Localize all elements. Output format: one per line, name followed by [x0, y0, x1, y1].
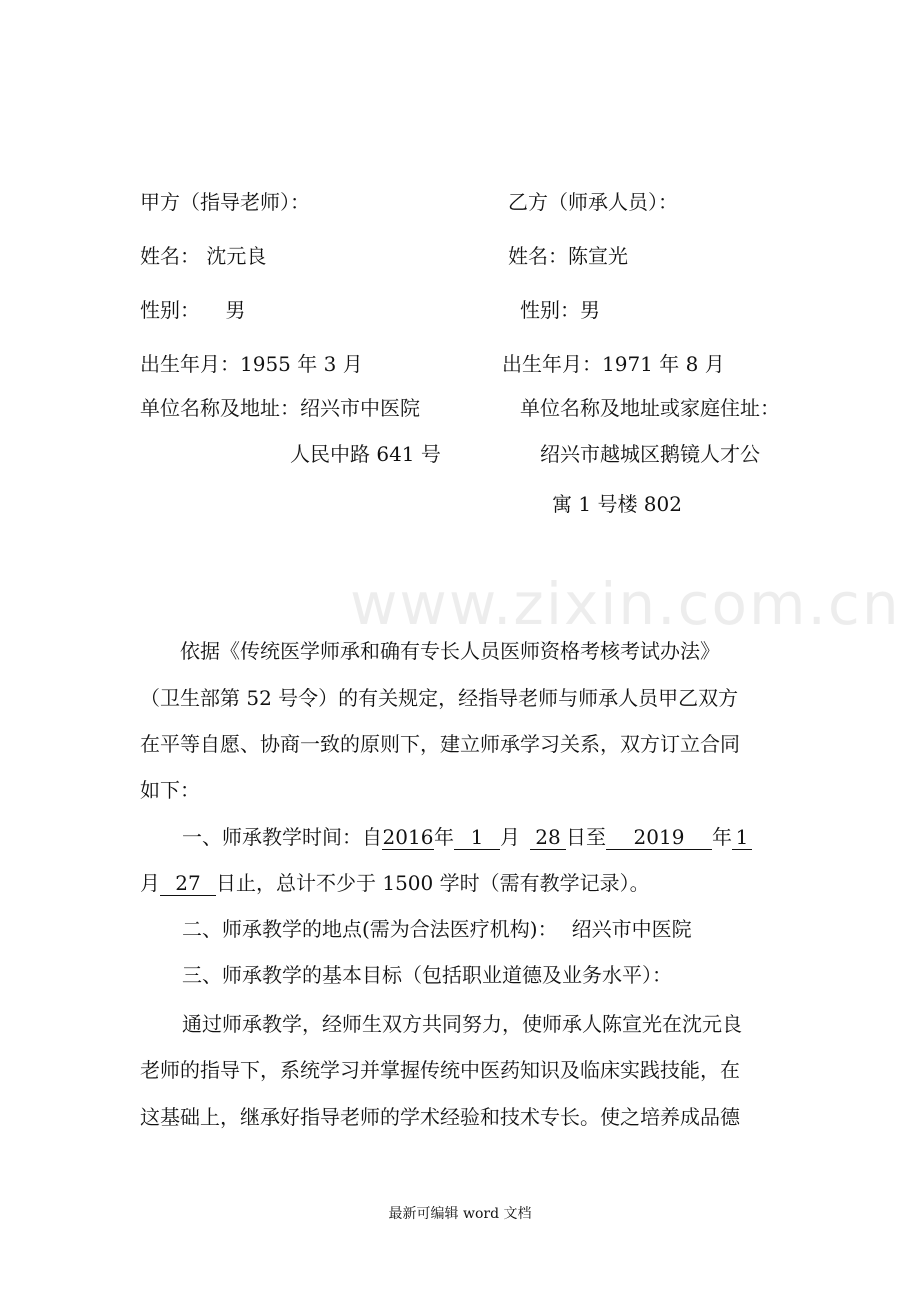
intro-line-4: 如下： [140, 778, 200, 802]
clause1-line-2 [140, 869, 790, 897]
clause2-text: 二、师承教学的地点(需为合法医疗机构)： [182, 917, 558, 941]
party-a-address-line2: 人民中路 641 号 [290, 442, 441, 466]
watermark: www.zixin.com.cn [350, 570, 901, 638]
clause2-line [182, 915, 832, 943]
goal-line-1: 通过师承教学，经师生双方共同努力，使师承人陈宣光在沈元良 [182, 1012, 742, 1036]
party-a-address-line1: 单位名称及地址：绍兴市中医院 [140, 396, 420, 420]
party-b-gender: 性别：男 [520, 298, 600, 322]
end-year-field: 2019 [606, 825, 712, 850]
party-b-address-line3: 寓 1 号楼 802 [552, 492, 682, 516]
clause3-line: 三、师承教学的基本目标（包括职业道德及业务水平）： [182, 963, 672, 987]
intro-line-1: 依据《传统医学师承和确有专长人员医师资格考核考试办法》 [180, 639, 720, 663]
party-b-name: 姓名：陈宣光 [508, 244, 628, 268]
clause1-year-label-2: 年 [712, 825, 732, 849]
start-month-field: 1 [454, 825, 500, 850]
clause1-year-label: 年 [434, 825, 454, 849]
goal-line-3: 这基础上，继承好指导老师的学术经验和技术专长。使之培养成品德 [140, 1105, 740, 1129]
party-a-birth: 出生年月：1955 年 3 月 [140, 352, 363, 376]
clause1-prefix: 一、师承教学时间：自 [182, 825, 382, 849]
party-a-name: 姓名： 沈元良 [140, 244, 267, 268]
clause2-place: 绍兴市中医院 [571, 917, 692, 941]
clause1-month-label-2: 月 [140, 871, 160, 895]
end-month-field: 1 [732, 825, 752, 850]
intro-line-3: 在平等自愿、协商一致的原则下，建立师承学习关系，双方订立合同 [140, 732, 740, 756]
party-b-heading: 乙方（师承人员）： [508, 190, 678, 214]
goal-line-2: 老师的指导下，系统学习并掌握传统中医药知识及临床实践技能，在 [140, 1058, 740, 1082]
clause1-line-1 [182, 823, 832, 851]
end-day-field: 27 [160, 871, 216, 896]
party-b-address-line2: 绍兴市越城区鹅镜人才公 [540, 442, 760, 466]
intro-line-2: （卫生部第 52 号令）的有关规定，经指导老师与师承人员甲乙双方 [140, 686, 739, 710]
party-b-birth: 出生年月：1971 年 8 月 [502, 352, 725, 376]
party-a-gender: 性别： 男 [140, 298, 246, 322]
clause1-to-label: 日至 [566, 825, 606, 849]
party-a-heading: 甲方（指导老师）： [140, 190, 310, 214]
start-day-field: 28 [530, 825, 566, 850]
clause1-month-label: 月 [500, 825, 520, 849]
clause1-suffix: 日止，总计不少于 1500 学时（需有教学记录）。 [216, 871, 650, 895]
page-footer: 最新可编辑 word 文档 [388, 1206, 532, 1222]
party-b-address-line1: 单位名称及地址或家庭住址： [520, 396, 780, 420]
start-year-field: 2016 [382, 825, 434, 849]
